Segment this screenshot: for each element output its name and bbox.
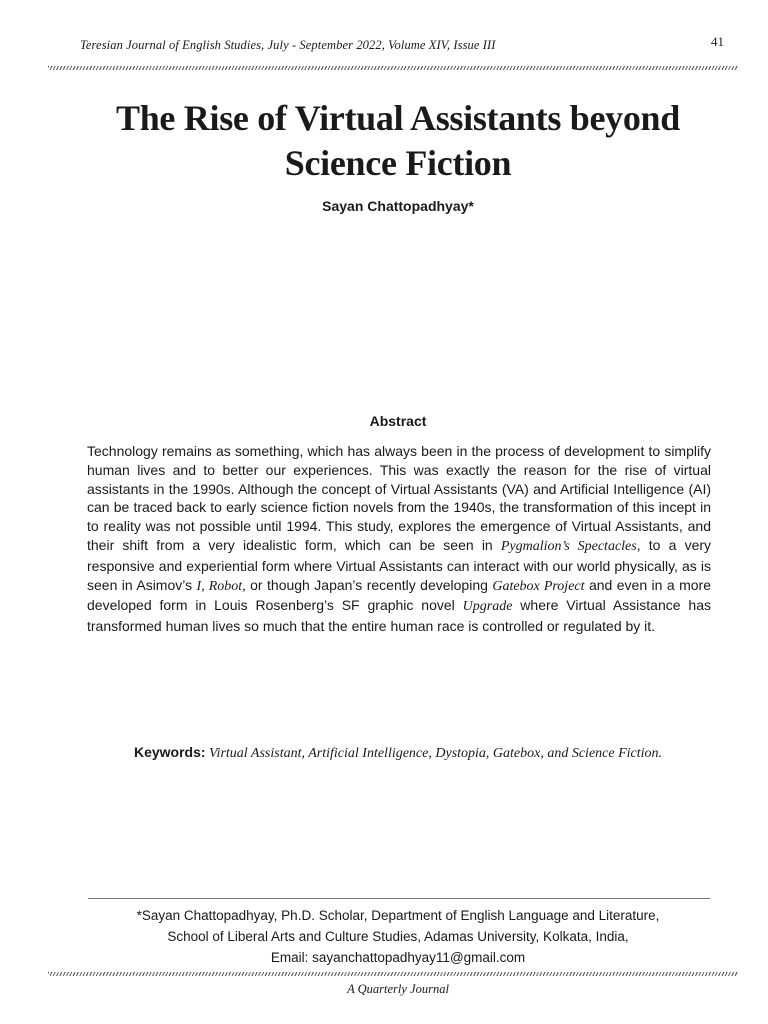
header-divider xyxy=(48,66,738,70)
footnote-line: *Sayan Chattopadhyay, Ph.D. Scholar, Department of English Language and Literature, xyxy=(136,908,660,923)
abstract-text-segment: or though Japan’s recently developing xyxy=(245,576,493,593)
abstract-italic-title: Upgrade xyxy=(462,599,513,615)
keywords xyxy=(60,744,736,762)
footnote-email: Email: sayanchattopadhyay11@gmail.com xyxy=(270,950,526,965)
article-title: The Rise of Virtual Assistants beyond Science Fiction xyxy=(116,98,680,183)
article-author: Sayan Chattopadhyay* xyxy=(322,198,474,214)
footnote-divider xyxy=(88,898,710,899)
abstract-text-segment: and even in a more developed form in Louis Rosenberg’s SF graphic novel xyxy=(87,576,711,614)
abstract-text-segment: , to a very responsive and experiential form where Virtual Assistants can interact with our world physically, as is seen in Asimov’s xyxy=(87,536,712,593)
page-number: 41 xyxy=(711,34,724,49)
abstract-heading: Abstract xyxy=(369,413,427,429)
abstract-italic-title: Pygmalion’s Spectacles xyxy=(500,538,637,554)
abstract-text-segment: where Virtual Assistance has transformed human lives so much that the entire human race is controlled or regulated by it. xyxy=(87,597,711,635)
footer-label: A Quarterly Journal xyxy=(347,982,449,996)
keywords-list: Virtual Assistant, Artificial Intelligence, Dystopia, Gatebox, and Science Fiction. xyxy=(209,746,663,761)
author-footnote xyxy=(60,905,736,968)
keywords-label: Keywords: xyxy=(133,744,206,760)
abstract-body xyxy=(87,442,711,636)
footer-divider xyxy=(48,972,738,976)
abstract-italic-title: Gatebox Project xyxy=(492,578,585,594)
running-head: Teresian Journal of English Studies, July - September 2022, Volume XIV, Issue III xyxy=(80,38,496,52)
abstract-text-segment: Technology remains as something, which has always been in the process of development to simplify human lives and to better our experiences. This was exactly the reason for the rise of virtual assistants in the 1990s. Although the concept of Virtual Assistants (VA) and Artificial Intelligence (AI) can be traced back to early science fiction novels from the 1940s, the transformation of this incept in to reality was not possible until 1994. This study, explores the emergence of Virtual Assistants, and their shift from a very idealistic form, which can be seen in xyxy=(87,443,711,553)
abstract-italic-title: I, Robot, xyxy=(196,578,246,594)
footnote-line: School of Liberal Arts and Culture Studies, Adamas University, Kolkata, India, xyxy=(167,929,629,944)
